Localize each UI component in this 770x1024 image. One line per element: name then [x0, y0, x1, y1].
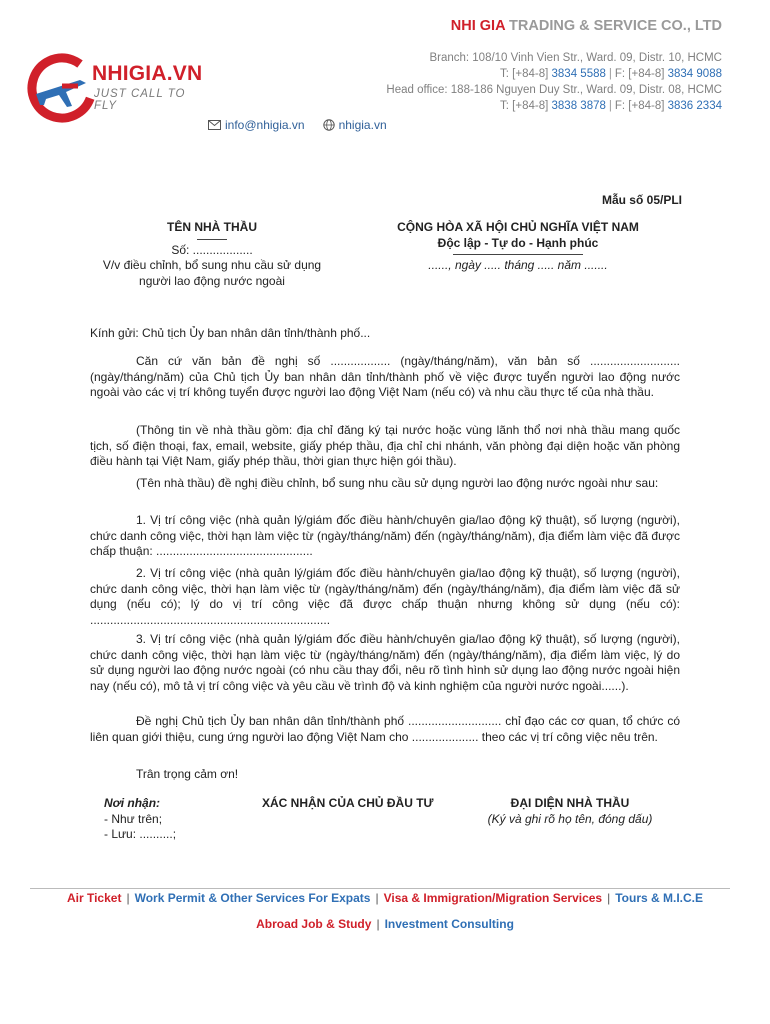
paragraph-1-text: Căn cứ văn bản đề nghị số .................. (ngày/tháng/năm), văn bản số ........................... (ngày/tháng/năm) của Chủ tịch Ủy ban nhân dân tỉnh/thành phố về việc được tuyển người lao động nước ngoài vào các vị trí không tuyển được người lao động Việt Nam (nếu có) và nhu cầu thực tế của nhà thầu. [90, 354, 680, 399]
company-logo [26, 50, 206, 126]
divider [453, 254, 583, 255]
head-office-phone-line: T: [+84-8] 3838 3878 | F: [+84-8] 3836 2334 [500, 100, 722, 112]
email-link[interactable] [208, 118, 305, 132]
contractor-rep: ĐẠI DIỆN NHÀ THẦU [510, 796, 630, 810]
website-link[interactable] [323, 118, 387, 132]
envelope-icon [208, 120, 221, 130]
paragraph-2-text: (Thông tin về nhà thầu gồm: địa chỉ đăng ký tại nước hoặc vùng lãnh thổ nơi nhà thầu mang quốc tịch, số điện thoại, fax, email, website, giấy phép thầu, địa chỉ chi nhánh, văn phòng đại diện hoặc văn phòng điều hành tại Việt Nam, giấy phép thầu, thời gian thực hiện gói thầu). [90, 423, 680, 468]
paragraph-4 [90, 513, 680, 560]
divider [197, 239, 227, 240]
company-name [451, 18, 722, 34]
subject-line-1: V/v điều chỉnh, bổ sung nhu cầu sử dụng [102, 258, 322, 272]
website-text: nhigia.vn [338, 118, 387, 132]
company-suffix: TRADING & SERVICE CO., LTD [505, 18, 722, 34]
sign-note: (Ký và ghi rõ họ tên, đóng dấu) [487, 811, 653, 826]
footer-link-investment[interactable]: Investment Consulting [384, 917, 514, 931]
date-line: ......, ngày ..... tháng ..... năm ....... [428, 258, 608, 272]
contractor-signature [470, 796, 670, 827]
branch-phone-line: T: [+84-8] 3834 5588 | F: [+84-8] 3834 9088 [500, 68, 722, 80]
contact-row [208, 118, 387, 132]
branch-tel-label: T: [+84-8] [500, 68, 552, 80]
footer-services-row-2: Abroad Job & Study | Investment Consulting [256, 917, 514, 931]
ho-tel[interactable]: 3838 3878 [551, 100, 606, 112]
footer-link-tours[interactable]: Tours & M.I.C.E [615, 891, 703, 905]
branch-address: Branch: 108/10 Vinh Vien Str., Ward. 09, Distr. 10, HCMC [429, 52, 722, 64]
paragraph-3 [90, 476, 680, 492]
investor-confirmation: XÁC NHẬN CỦA CHỦ ĐẦU TƯ [262, 796, 434, 810]
email-text: info@nhigia.vn [225, 118, 305, 132]
branch-fax[interactable]: 3834 9088 [667, 68, 722, 80]
paragraph-5 [90, 566, 680, 628]
company-brand: NHI GIA [450, 18, 506, 34]
branch-tel[interactable]: 3834 5588 [551, 68, 606, 80]
footer-link-air-ticket[interactable]: Air Ticket [66, 891, 122, 905]
nation-title: CỘNG HÒA XÃ HỘI CHỦ NGHĨA VIỆT NAM [397, 220, 639, 234]
paragraph-1 [90, 354, 680, 401]
footer-link-visa[interactable]: Visa & Immigration/Migration Services [383, 891, 603, 905]
paragraph-7-text: Đề nghị Chủ tịch Ủy ban nhân dân tỉnh/thành phố ............................ chỉ đạo các cơ quan, tổ chức có liên quan giới thiệu, cung ứng người lao động Việt Nam cho .................... theo các vị trí công việc nêu trên. [90, 714, 680, 744]
recipient-2: - Lưu: ..........; [104, 827, 177, 841]
paragraph-6 [90, 632, 680, 694]
ho-fax[interactable]: 3836 2334 [667, 100, 722, 112]
paragraph-6-text: 3. Vị trí công việc (nhà quản lý/giám đốc điều hành/chuyên gia/lao động kỹ thuật), số lượng (người), chức danh công việc, thời hạn làm việc từ (ngày/tháng/năm) đến (ngày/tháng/năm), địa điểm làm việc, lý do sử dụng người lao động nước ngoài (có nhu cầu thay đổi, nêu rõ tình hình sử dụng lao động nước ngoài hiện nay (nếu có), mô tả vị trí công việc và yêu cầu về trình độ và kinh nghiệm của người nước ngoài......). [90, 632, 680, 693]
paragraph-5-text: 2. Vị trí công việc (nhà quản lý/giám đốc điều hành/chuyên gia/lao động kỹ thuật), số lượng (người), chức danh công việc, thời hạn làm việc từ (ngày/tháng/năm) đến (ngày/tháng/năm), địa điểm làm việc đã sử dụng (nếu có); lý do vị trí công việc đã được chấp thuận nhưng không sử dụng (nếu có): ........................................................................ [90, 566, 680, 627]
logo-text: NHIGIA.VN [92, 62, 203, 85]
subject-line-2: người lao động nước ngoài [139, 273, 285, 288]
paragraph-2 [90, 423, 680, 470]
footer-link-work-permit[interactable]: Work Permit & Other Services For Expats [134, 891, 371, 905]
footer-services-row-1: Air Ticket | Work Permit & Other Services For Expats | Visa & Immigration/Migration Services | Tours & M.I.C.E [66, 891, 703, 905]
head-office-address: Head office: 188-186 Nguyen Duy Str., Ward. 09, Distr. 08, HCMC [386, 84, 722, 96]
thanks-text: Trân trọng cảm ơn! [136, 767, 239, 781]
form-number: Mẫu số 05/PLI [601, 193, 682, 207]
footer-link-abroad-job[interactable]: Abroad Job & Study [256, 917, 372, 931]
globe-icon [323, 119, 335, 131]
recipients-title: Nơi nhận: [104, 796, 161, 810]
nation-block [368, 220, 668, 274]
document-number: Số: .................. [171, 242, 253, 257]
recipient-1: - Như trên; [104, 811, 163, 826]
footer-divider [30, 888, 730, 889]
paragraph-4-text: 1. Vị trí công việc (nhà quản lý/giám đốc điều hành/chuyên gia/lao động kỹ thuật), số lượng (người), chức danh công việc, thời hạn làm việc từ (ngày/tháng/năm) đến (ngày/tháng/năm), địa điểm làm việc đã được chấp thuận: ............................................... [90, 513, 680, 558]
paragraph-7 [90, 714, 680, 745]
logo-slogan: JUST CALL TO FLY [94, 88, 186, 112]
branch-fax-label: F: [+84-8] [614, 68, 668, 80]
salutation: Kính gửi: Chủ tịch Ủy ban nhân dân tỉnh/thành phố... [90, 326, 371, 340]
motto: Độc lập - Tự do - Hạnh phúc [437, 235, 599, 250]
ho-tel-label: T: [+84-8] [500, 100, 552, 112]
recipients [104, 796, 176, 843]
ho-fax-label: F: [+84-8] [614, 100, 668, 112]
contractor-block [62, 220, 362, 289]
contractor-name: TÊN NHÀ THẦU [167, 220, 257, 234]
paragraph-3-text: (Tên nhà thầu) đề nghị điều chỉnh, bổ sung nhu cầu sử dụng người lao động nước ngoài như sau: [136, 476, 659, 490]
thanks [90, 767, 680, 783]
